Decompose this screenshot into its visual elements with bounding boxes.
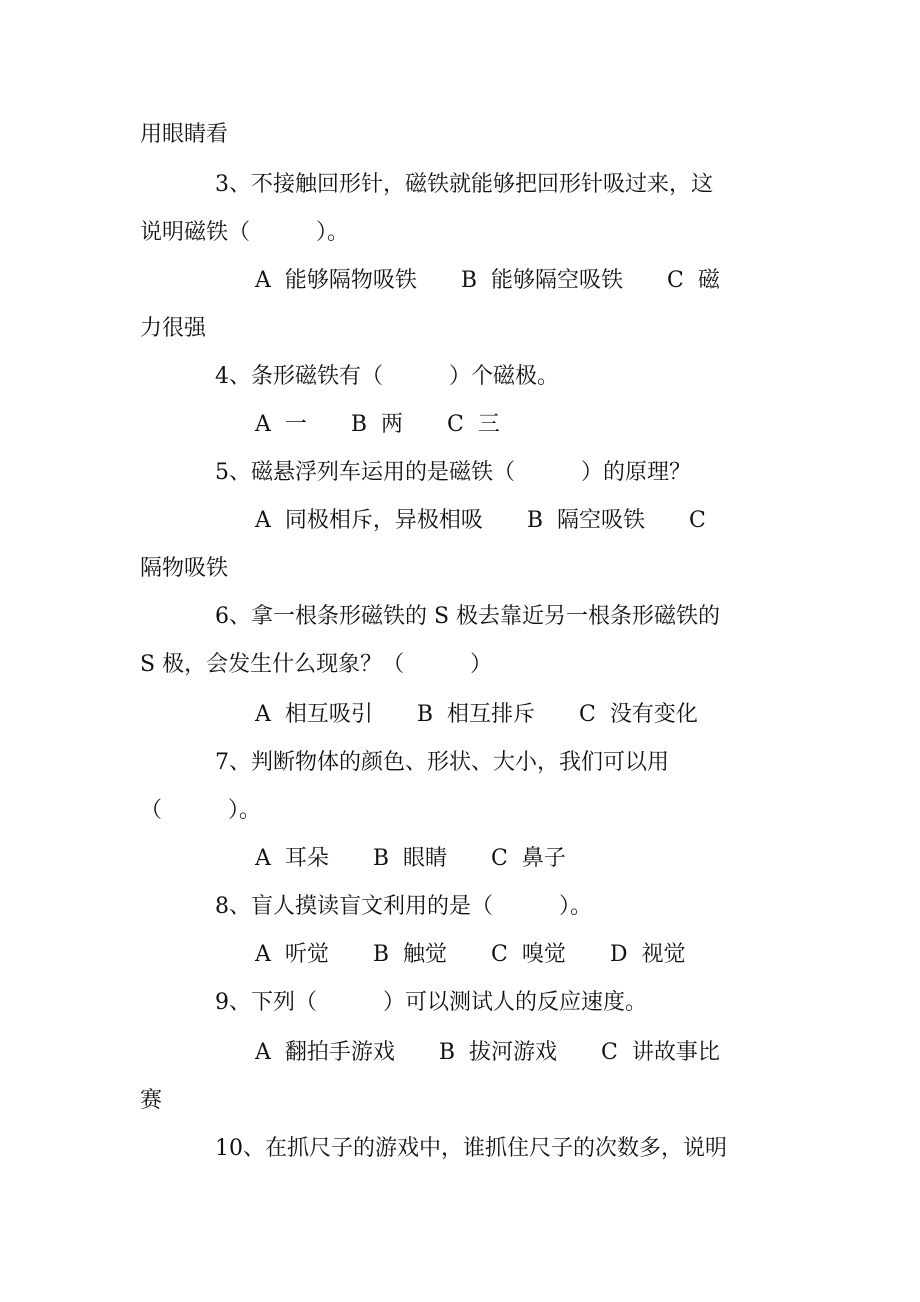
question-5-options-cont: 隔物吸铁: [140, 556, 229, 581]
question-5-options: A 同极相斥，异极相吸 B 隔空吸铁 C: [255, 508, 706, 533]
question-7-stem-cont: （ ）。: [140, 798, 262, 823]
question-9-options-cont: 赛: [140, 1088, 163, 1113]
question-6-stem-cont: S 极，会发生什么现象？（ ）: [140, 652, 493, 677]
question-5-stem: 5、磁悬浮列车运用的是磁铁（ ）的原理？: [215, 460, 691, 485]
question-4-stem: 4、条形磁铁有（ ）个磁极。: [215, 364, 559, 389]
question-3-stem-cont: 说明磁铁（ ）。: [140, 220, 350, 245]
question-3-stem: 3、不接触回形针，磁铁就能够把回形针吸过来，这: [215, 172, 713, 197]
question-9-stem: 9、下列（ ）可以测试人的反应速度。: [215, 990, 647, 1015]
question-10-stem: 10、在抓尺子的游戏中，谁抓住尺子的次数多，说明: [215, 1136, 727, 1161]
question-6-options: A 相互吸引 B 相互排斥 C 没有变化: [255, 702, 698, 727]
question-3-options-cont: 力很强: [140, 316, 207, 341]
text-line: 用眼睛看: [140, 122, 229, 147]
question-8-options: A 听觉 B 触觉 C 嗅觉 D 视觉: [255, 942, 686, 967]
question-8-stem: 8、盲人摸读盲文利用的是（ ）。: [215, 894, 592, 919]
question-7-stem: 7、判断物体的颜色、形状、大小，我们可以用: [215, 750, 669, 775]
question-7-options: A 耳朵 B 眼睛 C 鼻子: [255, 846, 566, 871]
question-9-options: A 翻拍手游戏 B 拔河游戏 C 讲故事比: [255, 1040, 720, 1065]
question-3-options: A 能够隔物吸铁 B 能够隔空吸铁 C 磁: [255, 268, 720, 293]
question-4-options: A 一 B 两 C 三: [255, 412, 500, 437]
question-6-stem: 6、拿一根条形磁铁的 S 极去靠近另一根条形磁铁的: [215, 604, 721, 629]
